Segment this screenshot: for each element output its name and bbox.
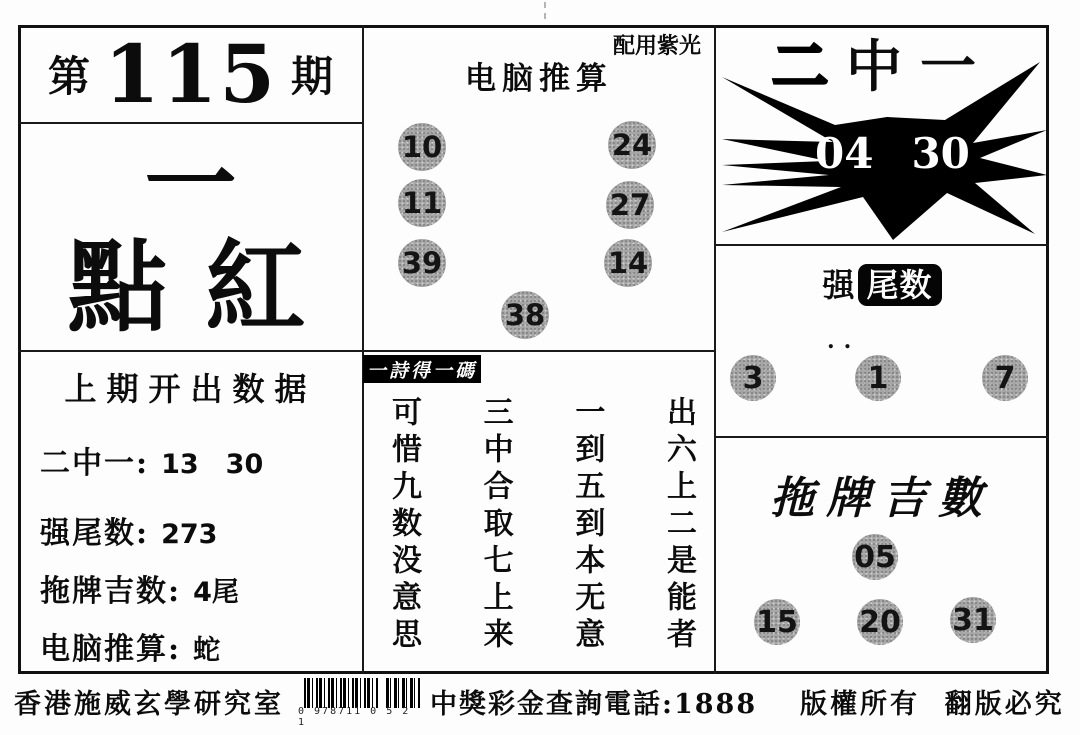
two-hit-one-section [715, 25, 1049, 244]
masthead-line1: 一 [144, 130, 237, 238]
footer-bar [0, 675, 1080, 735]
number-ball: 14 [604, 239, 652, 287]
computer-prediction-section [363, 25, 715, 352]
poem-banner: 一詩得一碼 [363, 355, 481, 383]
barcode-digits: 0 978711 0 5 2 1 [298, 706, 411, 728]
masthead [18, 123, 363, 350]
barcode-bars-left [304, 678, 378, 708]
number-ball: 31 [950, 597, 996, 643]
star-number: 30 [911, 129, 970, 178]
row-value: 13 30 [161, 449, 264, 480]
poem-line: 出六上二是能者 [660, 396, 696, 655]
registration-tick [544, 2, 546, 19]
stray-dots: .. [827, 328, 861, 354]
number-ball: 1 [855, 355, 901, 401]
number-ball: 11 [398, 179, 446, 227]
number-ball: 10 [398, 123, 446, 171]
number-ball: 15 [754, 599, 800, 645]
issue-prefix: 第 [47, 52, 90, 101]
masthead-line2: 點紅 [67, 228, 344, 346]
title-char-outlined: 二 [772, 34, 846, 100]
hotline-text: 中獎彩金查詢電話:1888 [430, 689, 758, 720]
issue-number: 115 [104, 27, 277, 121]
number-ball: 7 [982, 355, 1028, 401]
drag-lucky-title: 拖牌吉數 [770, 473, 994, 524]
number-ball: 20 [857, 599, 903, 645]
issue-header [18, 25, 363, 123]
poem-section [363, 352, 715, 675]
studio-name: 香港施威玄學研究室 [14, 689, 284, 720]
poem-columns [387, 396, 695, 659]
strong-tail-title-inverted: 尾数 [858, 264, 942, 306]
strong-tail-section [715, 244, 1049, 436]
last-draw-row [40, 624, 220, 668]
drag-lucky-section [715, 436, 1049, 674]
row-value: 273 [161, 519, 218, 550]
title-char: 一 [920, 34, 994, 100]
last-draw-section [18, 350, 363, 675]
number-ball: 38 [501, 291, 549, 339]
barcode [298, 678, 420, 728]
poem-line: 三中合取七上来 [477, 396, 513, 655]
pairing-note: 配用紫光 [612, 33, 701, 59]
number-ball: 27 [606, 181, 654, 229]
last-draw-row [40, 566, 239, 610]
poem-line: 可惜九数没意思 [386, 396, 421, 655]
star-numbers [815, 129, 970, 178]
row-label: 电脑推算: [40, 632, 182, 667]
strong-tail-title-normal: 强 [822, 266, 856, 304]
two-hit-one-title [753, 34, 1013, 100]
row-label: 二中一: [40, 446, 150, 481]
last-draw-row [40, 438, 263, 482]
row-value: 4尾 [193, 577, 239, 608]
computer-prediction-title: 电脑推算 [465, 61, 613, 97]
barcode-bars-right [386, 678, 420, 708]
star-number: 04 [815, 129, 874, 178]
number-ball: 24 [608, 121, 656, 169]
title-char: 中 [846, 34, 920, 100]
number-ball: 39 [398, 239, 446, 287]
number-ball: 05 [852, 534, 898, 580]
row-value: 蛇 [193, 635, 221, 666]
row-label: 拖牌吉数: [40, 574, 182, 609]
strong-tail-title [715, 260, 1049, 306]
row-label: 强尾数: [40, 516, 150, 551]
issue-suffix: 期 [291, 52, 334, 101]
poem-line: 一到五到本无意 [569, 396, 605, 655]
last-draw-row [40, 508, 217, 552]
last-draw-title: 上期开出数据 [64, 370, 317, 408]
copyright-text: 版權所有 翻版必究 [800, 689, 1065, 720]
number-ball: 3 [730, 355, 776, 401]
